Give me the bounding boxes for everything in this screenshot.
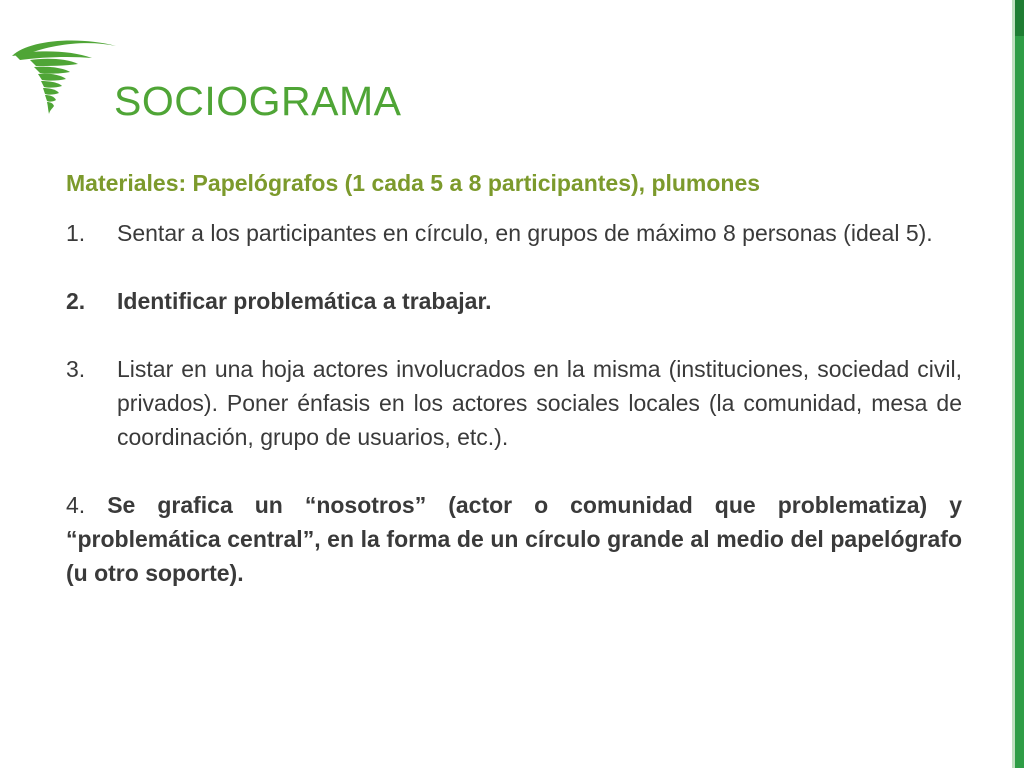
list-item-text: Sentar a los participantes en círculo, en grupos de máximo 8 personas (ideal 5). [117,220,933,246]
list-item-1 [66,216,962,250]
spacer [66,454,962,488]
tornado-swirl-logo-icon [8,36,120,120]
list-item-3 [66,352,962,454]
list-item-text: Se grafica un “nosotros” (actor o comunidad que problematiza) y “problemática central”, en la forma de un círculo grande al medio del papelógrafo (u otro soporte). [66,492,962,586]
list-item-text: Listar en una hoja actores involucrados en la misma (instituciones, sociedad civil, privados). Poner énfasis en los actores sociales locales (la comunidad, mesa de coordinación, grupo de usuarios, etc.). [117,356,962,450]
list-item-4 [66,488,962,590]
right-edge-band-tip [1015,0,1024,36]
list-item-text: Identificar problemática a trabajar. [117,288,492,314]
right-edge-band [1012,0,1024,768]
materials-line: Materiales: Papelógrafos (1 cada 5 a 8 participantes), plumones [66,170,761,196]
spacer [66,250,962,284]
list-item-2 [66,284,962,318]
list-item-number: 3. [66,356,86,382]
slide-title: SOCIOGRAMA [114,78,402,125]
list-item-number: 1. [66,220,86,246]
list-item-number: 2. [66,288,86,314]
spacer [66,318,962,352]
list-item-number: 4. [66,492,86,518]
slide-body [66,166,962,590]
